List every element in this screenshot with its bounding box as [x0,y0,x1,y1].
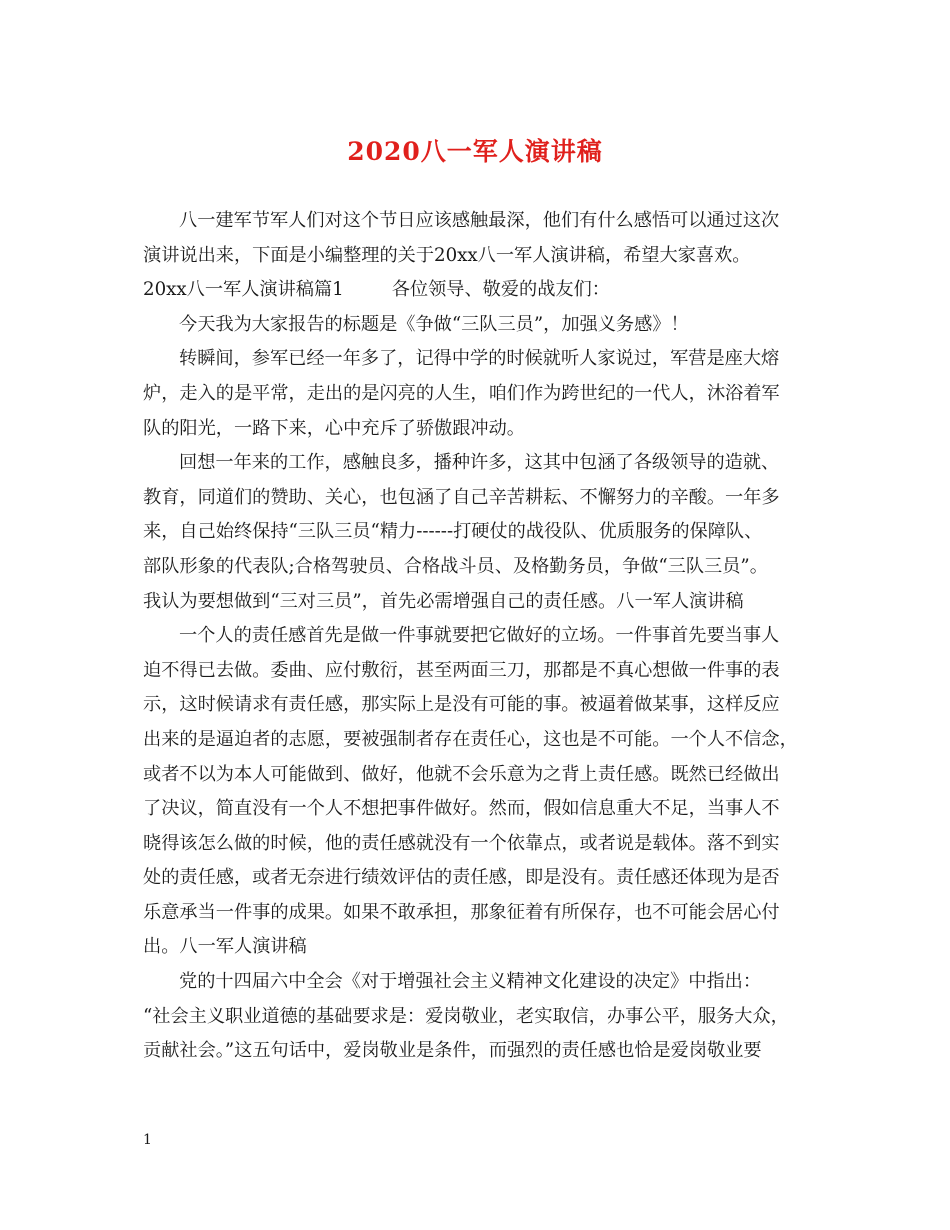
text-line: 回想一年来的工作，感触良多，播种许多，这其中包涵了各级领导的造就、 [179,452,780,474]
text-line: 出。八一军人演讲稿 [143,936,307,958]
text-line: 或者不以为本人可能做到、做好，他就不会乐意为之背上责任感。既然已经做出 [143,763,780,785]
text-line: 来，自己始终保持“三队三员“精力------打硬仗的战役队、优质服务的保障队、 [143,521,763,543]
text-line: 炉，走入的是平常，走出的是闪亮的人生，咱们作为跨世纪的一代人，沐浴着军 [143,382,780,404]
text-line: 了决议，简直没有一个人不想把事件做好。然而，假如信息重大不足，当事人不 [143,798,780,820]
text-line: 演讲说出来，下面是小编整理的关于20xx八一军人演讲稿，希望大家喜欢。 [143,244,751,266]
text-line: 今天我为大家报告的标题是《争做“三队三员”，加强义务感》！ [179,313,689,335]
text-line: 我认为要想做到“三对三员”，首先必需增强自己的责任感。八一军人演讲稿 [143,590,744,612]
document-body [143,204,811,1069]
salutation: 各位领导、敬爱的战友们： [391,279,610,301]
text-line: 贡献社会。”这五句话中，爱岗敬业是条件，而强烈的责任感也恰是爱岗敬业要 [143,1040,762,1062]
text-line: 出来的是逼迫者的志愿，要被强制者存在责任心，这也是不可能。一个人不信念， [143,728,798,750]
section-heading: 20xx八一军人演讲稿篇1 [143,279,344,301]
text-line-heading [143,273,811,308]
text-line: 晓得该怎么做的时候，他的责任感就没有一个依靠点，或者说是载体。落不到实 [143,832,780,854]
text-line: 处的责任感，或者无奈进行绩效评估的责任感，即是没有。责任感还体现为是否 [143,867,780,889]
text-line: 迫不得已去做。委曲、应付敷衍，甚至两面三刀，那都是不真心想做一件事的表 [143,659,780,681]
text-line: 乐意承当一件事的成果。如果不敢承担，那象征着有所保存，也不可能会居心付 [143,901,780,923]
text-line: 一个人的责任感首先是做一件事就要把它做好的立场。一件事首先要当事人 [179,625,780,647]
page-number: 1 [143,1132,152,1148]
text-line: 部队形象的代表队;合格驾驶员、合格战斗员、及格勤务员，争做“三队三员”。 [143,555,768,577]
text-line: 党的十四届六中全会《对于增强社会主义精神文化建设的决定》中指出： [179,971,762,993]
text-line: 示，这时候请求有责任感，那实际上是没有可能的事。被逼着做某事，这样反应 [143,694,780,716]
text-line: 队的阳光，一路下来，心中充斥了骄傲跟冲动。 [143,417,525,439]
text-line: 教育，同道们的赞助、关心，也包涵了自己辛苦耕耘、不懈努力的辛酸。一年多 [143,486,780,508]
document-title: 2020八一军人演讲稿 [347,137,603,166]
text-line: “社会主义职业道德的基础要求是：爱岗敬业，老实取信，办事公平，服务大众， [143,1005,789,1027]
text-line: 转瞬间，参军已经一年多了，记得中学的时候就听人家说过，军营是座大熔 [179,348,780,370]
text-line: 八一建军节军人们对这个节日应该感触最深，他们有什么感悟可以通过这次 [179,210,780,231]
